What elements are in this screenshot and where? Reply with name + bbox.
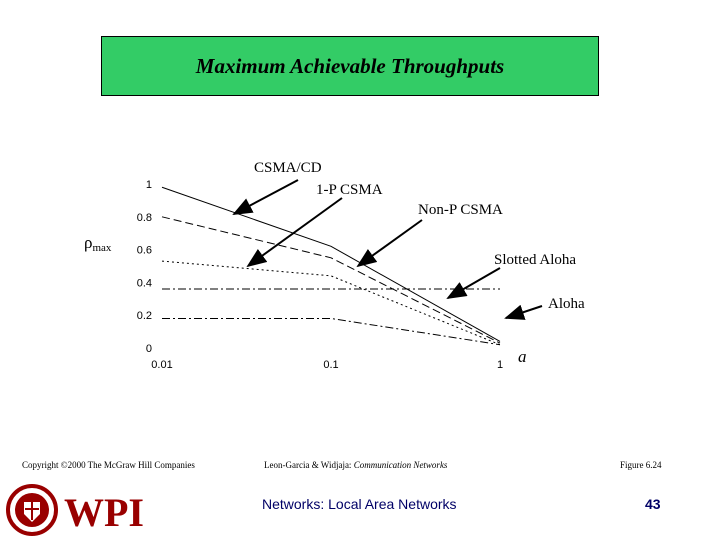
x-tick-label: 0.01 <box>151 359 173 371</box>
series-line-aloha <box>162 318 500 344</box>
series-line-1-p-csma <box>162 217 500 343</box>
y-tick-label: 0.6 <box>136 244 152 257</box>
y-tick-label: 0.4 <box>136 277 152 290</box>
y-axis-label: ρmax <box>84 233 112 254</box>
x-tick-labels <box>151 359 503 371</box>
annotation-label-non-p-csma: Non-P CSMA <box>418 202 503 218</box>
y-tick-label: 0.2 <box>136 310 152 323</box>
annotation-arrow <box>248 198 342 266</box>
bottom-title: Networks: Local Area Networks <box>262 496 457 512</box>
annotation-arrow <box>234 180 298 214</box>
wpi-logo-text: WPI <box>64 490 144 535</box>
annotation-label-1-p-csma: 1-P CSMA <box>316 182 383 198</box>
annotation-arrow <box>448 268 500 298</box>
y-tick-label: 0.8 <box>136 211 152 224</box>
wpi-seal-icon <box>8 486 56 534</box>
y-tick-labels <box>137 179 152 355</box>
annotation-arrow <box>358 220 422 266</box>
x-tick-label: 0.1 <box>323 359 339 371</box>
wpi-logo <box>6 484 146 538</box>
slide-title: Maximum Achievable Throughputs <box>195 53 505 78</box>
annotation-arrow <box>506 306 542 318</box>
x-axis-label: a <box>518 347 527 366</box>
x-tick-label: 1 <box>496 359 504 371</box>
footer-copyright: Copyright ©2000 The McGraw Hill Companies <box>22 460 195 470</box>
annotation-label-csma-cd: CSMA/CD <box>254 160 322 176</box>
y-tick-label: 1 <box>145 179 152 191</box>
annotation-label-aloha: Aloha <box>548 296 585 312</box>
footer-figure: Figure 6.24 <box>620 460 662 470</box>
footer-authors: Leon-Garcia & Widjaja: <box>264 460 352 470</box>
annotation-label-slotted-aloha: Slotted Aloha <box>494 252 577 268</box>
footer-book: Communication Networks <box>353 460 448 470</box>
footer-citation <box>264 460 447 470</box>
page-number: 43 <box>645 496 661 512</box>
annotations <box>234 160 585 318</box>
series-line-non-p-csma <box>162 261 500 345</box>
y-tick-label: 0 <box>145 343 152 355</box>
